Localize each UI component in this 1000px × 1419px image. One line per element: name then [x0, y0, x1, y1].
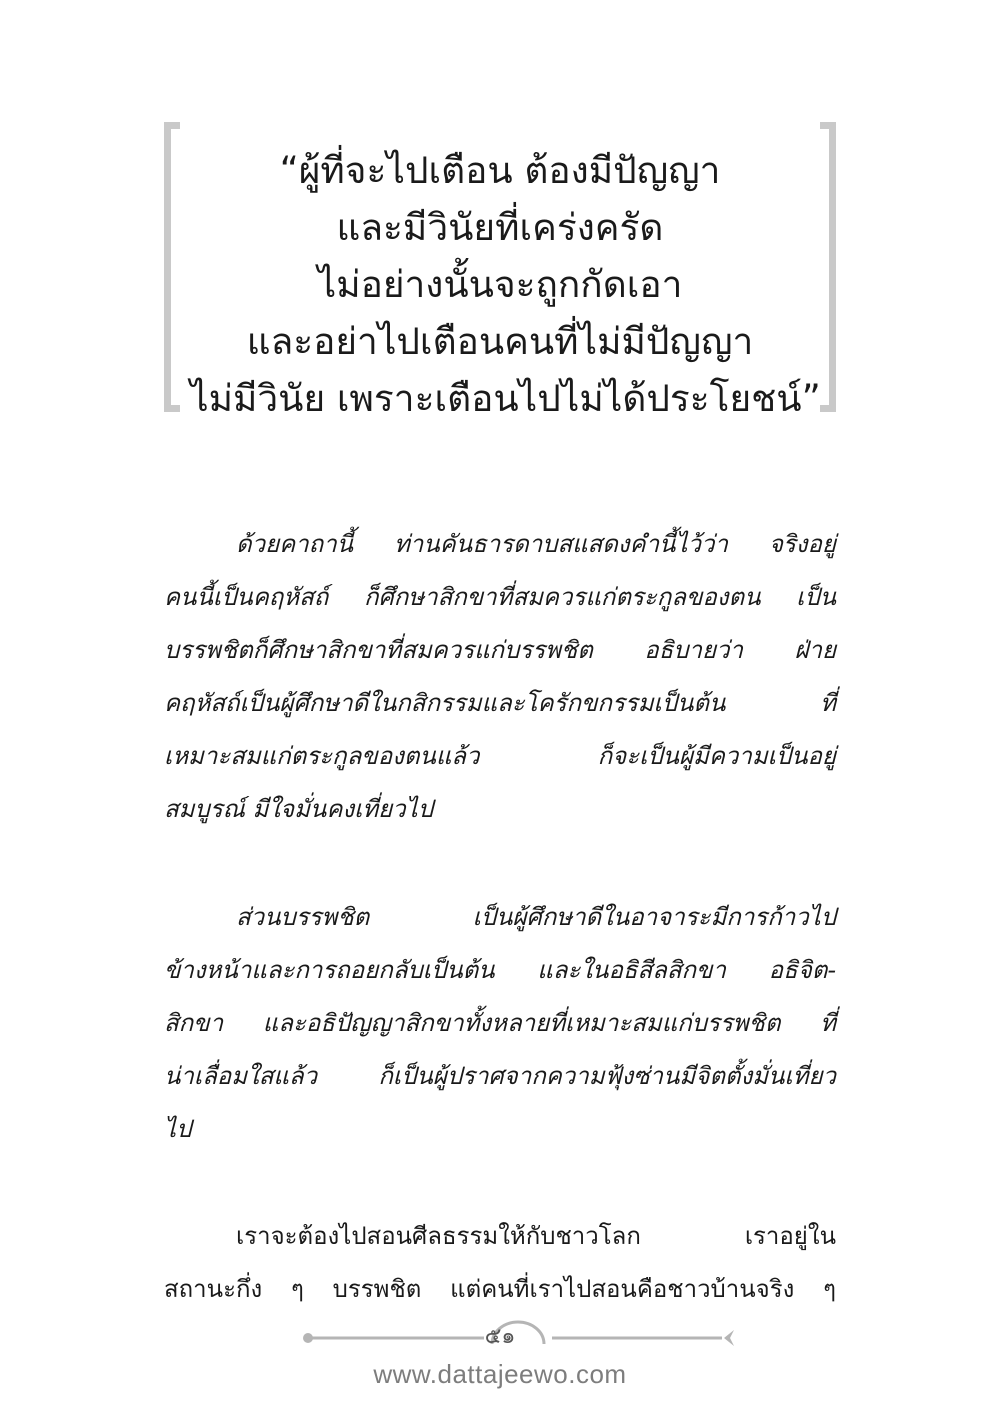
paragraph-2	[164, 891, 836, 1156]
text-line: คนนี้เป็นคฤหัสถ์ ก็ศึกษาสิกขาที่สมควรแก่ตระกูลของตน เป็น	[164, 583, 836, 611]
quote-line: และอย่าไปเตือนคนที่ไม่มีปัญญา	[246, 320, 754, 363]
text-line: เราจะต้องไปสอนศีลธรรมให้กับชาวโลก เราอยู่ใน	[236, 1222, 836, 1250]
text-line: เหมาะสมแก่ตระกูลของตนแล้ว ก็จะเป็นผู้มีความเป็นอยู่	[164, 742, 836, 770]
text-line: ข้างหน้าและการถอยกลับเป็นต้น และในอธิสีลสิกขา อธิจิต-	[164, 956, 836, 984]
text-line: สมบูรณ์ มีใจมั่นคงเที่ยวไป	[164, 795, 433, 823]
quote-line: “ผู้ที่จะไปเตือน ต้องมีปัญญา	[279, 149, 721, 192]
text-line: ส่วนบรรพชิต เป็นผู้ศึกษาดีในอาจาระมีการก้าวไป	[236, 903, 836, 931]
text-line: สถานะกึ่ง ๆ บรรพชิต แต่คนที่เราไปสอนคือชาวบ้านจริง ๆ	[164, 1275, 836, 1303]
paragraph-1	[164, 518, 836, 836]
pull-quote	[164, 122, 836, 420]
left-bracket	[164, 122, 180, 412]
quote-line: ไม่มีวินัย เพราะเตือนไปไม่ได้ประโยชน์”	[190, 377, 821, 420]
text-line: คฤหัสถ์เป็นผู้ศึกษาดีในกสิกรรมและโครักขกรรมเป็นต้น ที่	[164, 689, 836, 717]
paragraph-gap	[164, 836, 836, 891]
quote-line: ไม่อย่างนั้นจะถูกกัดเอา	[317, 263, 683, 306]
quote-line: และมีวินัยที่เคร่งครัด	[336, 206, 664, 249]
paragraph-gap	[164, 1156, 836, 1210]
text-line: ไป	[164, 1115, 192, 1143]
paragraph-3	[164, 1210, 836, 1316]
body-text	[164, 518, 836, 1316]
text-line: บรรพชิตก็ศึกษาสิกขาที่สมควรแก่บรรพชิต อธิบายว่า ฝ่าย	[164, 636, 836, 664]
page-number: ๕๑	[484, 1324, 516, 1349]
text-line: ด้วยคาถานี้ ท่านคันธารดาบสแสดงคำนี้ไว้ว่า จริงอยู่	[236, 530, 836, 558]
text-line: สิกขา และอธิปัญญาสิกขาทั้งหลายที่เหมาะสมแก่บรรพชิต ที่	[164, 1009, 836, 1037]
right-bracket	[820, 122, 836, 412]
quote-text	[190, 142, 821, 427]
site-url[interactable]: www.dattajeewo.com	[373, 1359, 627, 1389]
text-line: น่าเลื่อมใสแล้ว ก็เป็นผู้ปราศจากความฟุ้งซ่านมีจิตตั้งมั่นเที่ยว	[164, 1062, 836, 1090]
